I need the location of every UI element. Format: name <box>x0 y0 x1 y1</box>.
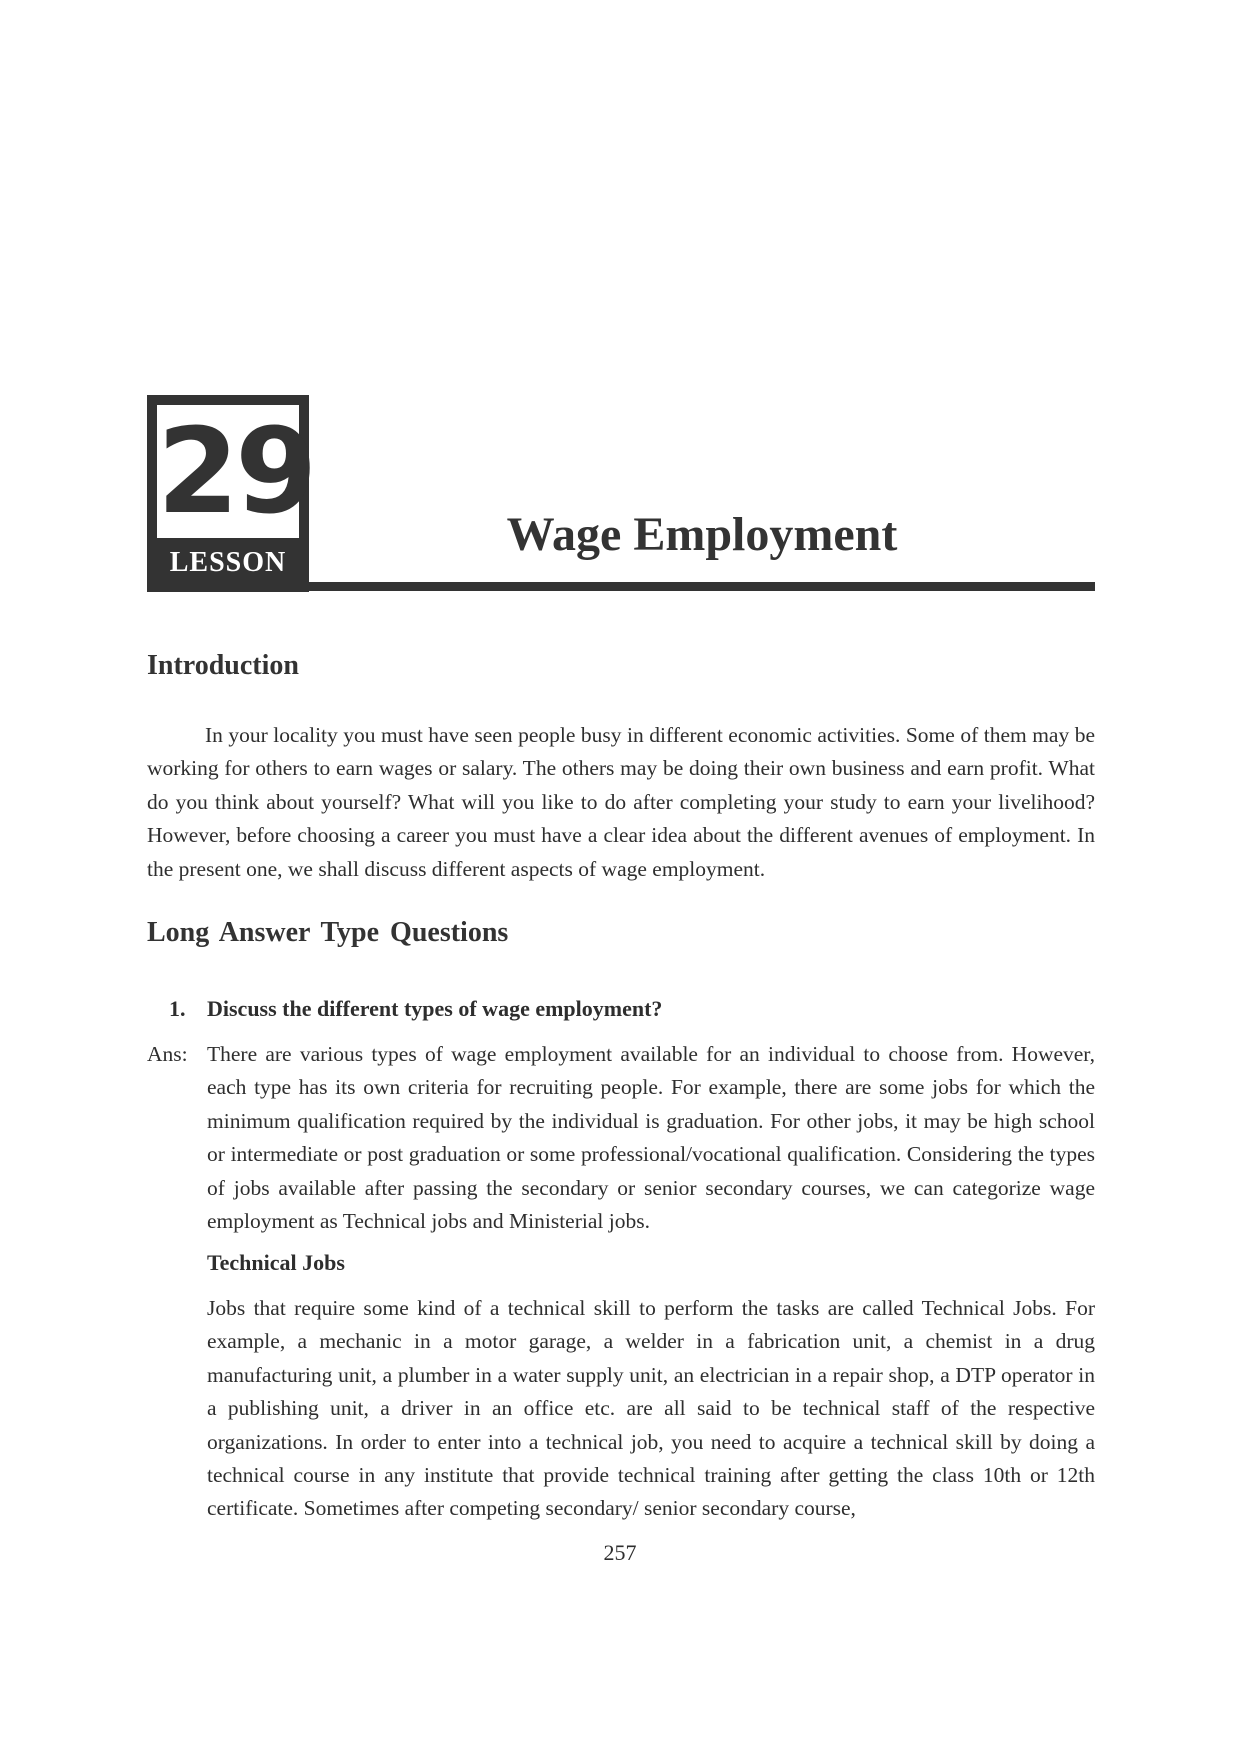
long-answer-heading: Long Answer Type Questions <box>147 917 509 948</box>
answer-paragraph: There are various types of wage employment available for an individual to choose from. However, each type has its own criteria for recruiting people. For example, there are some jobs for which the minimum qualification required by the individual is graduation. For other jobs, it may be high school or intermediate or post graduation or some professional/vocational qualification. Considering the types of jobs available after passing the secondary or senior secondary courses, we can categorize wage employment as Technical jobs and Ministerial jobs. <box>207 1042 1095 1234</box>
technical-jobs-paragraph: Jobs that require some kind of a technical skill to perform the tasks are called Technical Jobs. For example, a mechanic in a motor garage, a welder in a fabrication unit, a chemist in a drug manufacturing unit, a plumber in a water supply unit, an electrician in a repair shop, a DTP operator in a publishing unit, a driver in an office etc. are all said to be technical staff of the respective organizations. In order to enter into a technical job, you need to acquire a technical skill by doing a technical course in any institute that provide technical training after getting the class 10th or 12th certificate. Sometimes after competing secondary/ senior secondary course, <box>207 1296 1095 1521</box>
lesson-label: LESSON <box>169 547 287 578</box>
page-number: 257 <box>603 1540 637 1565</box>
page-title: Wage Employment <box>506 508 898 561</box>
lesson-badge <box>147 395 314 592</box>
question-1 <box>169 992 1095 1026</box>
lesson-number: 29 <box>157 402 314 540</box>
answer-label: Ans: <box>147 1042 188 1066</box>
technical-jobs-heading: Technical Jobs <box>207 1250 345 1275</box>
lesson-number-box <box>157 402 314 540</box>
introduction-paragraph: In your locality you must have seen people busy in different economic activities. Some of them may be working for others to earn wages or salary. The others may be doing their own business and earn profit. What do you think about yourself? What will you like to do after completing your study to earn your livelihood? However, before choosing a career you must have a clear idea about the different avenues of employment. In the present one, we shall discuss different aspects of wage employment. <box>147 723 1095 881</box>
introduction-heading: Introduction <box>147 650 299 681</box>
question-text: Discuss the different types of wage employment? <box>207 996 663 1021</box>
title-underline-rule <box>309 582 1095 591</box>
question-number: 1. <box>169 996 186 1021</box>
